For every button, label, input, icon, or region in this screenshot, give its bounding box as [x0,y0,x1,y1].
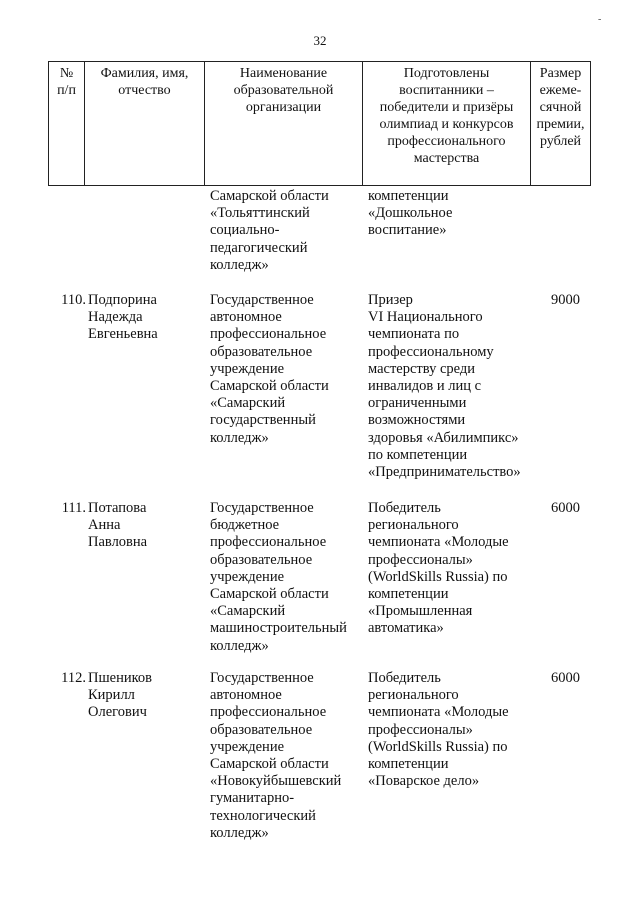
header-cell-number [49,62,85,186]
row-number: 111. [61,500,86,516]
row-achievement: Призер VI Национального чемпионата по профессиональному мастерству среди инвалидов и лиц с ограниченными возможностями здоровья «Абилимпикс» по компетенции «Предпринимательство» [368,292,521,481]
row-prize: 9000 [551,292,580,308]
row-name: Подпорина Надежда Евгеньевна [88,292,158,343]
page-number: 32 [313,33,327,48]
header-cell-achievement [363,62,531,186]
row-prize: 6000 [551,500,580,516]
row-achievement: Победитель регионального чемпионата «Молодые профессионалы» (WorldSkills Russia) по компетенции «Поварское дело» [368,670,509,790]
header-organization-text: Наименование образовательной организации [233,66,334,115]
table-header [48,61,591,186]
continuation-achievement: компетенции «Дошкольное воспитание» [368,188,453,239]
header-row [49,62,591,186]
corner-mark: - [598,14,602,25]
header-name-text: Фамилия, имя, отчество [100,66,189,98]
header-cell-prize [531,62,591,186]
row-name: Потапова Анна Павловна [88,500,148,551]
continuation-organization: Самарской области «Тольяттинский социально- педагогический колледж» [210,188,329,273]
header-prize-text: Размер ежеме- сячной премии, рублей [536,66,585,149]
row-organization: Государственное автономное профессиональное образовательное учреждение Самарской области «Самарский государственный колледж» [210,292,329,446]
header-number-text: № п/п [57,66,76,98]
row-prize: 6000 [551,670,580,686]
header-cell-name [85,62,205,186]
row-achievement: Победитель регионального чемпионата «Молодые профессионалы» (WorldSkills Russia) по компетенции «Промышленная автоматика» [368,500,509,637]
row-number: 112. [61,670,86,686]
header-achievement-text: Подготовлены воспитанники – победители и призёры олимпиад и конкурсов профессионального мастерства [379,66,514,166]
row-number: 110. [61,292,86,308]
row-organization: Государственное автономное профессиональное образовательное учреждение Самарской области «Новокуйбышевский гуманитарно- технологический колледж» [210,670,342,841]
header-cell-organization [205,62,363,186]
row-name: Пшеников Кирилл Олегович [88,670,152,721]
row-organization: Государственное бюджетное профессиональное образовательное учреждение Самарской области «Самарский машиностроительный колледж» [210,500,347,654]
